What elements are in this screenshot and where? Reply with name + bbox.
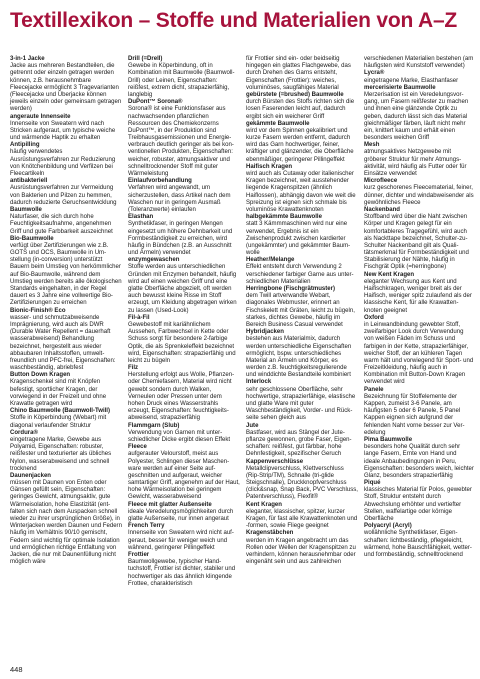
glossary-entry — [10, 207, 122, 236]
glossary-definition: wollähnliche Synthetikfaser, Eigenschaften: lichtbeständig, pflegeleicht, wärmend, hohe Bauschfähigkeit, wetter- und formbeständig, schnelltrocknend — [364, 530, 472, 558]
glossary-entry — [128, 423, 240, 445]
glossary-definition: Verwendung von Garnen mit unterschiedlicher Dicke ergibt diesen Effekt — [128, 429, 231, 443]
glossary-definition: Verfahren wird angewandt, um sicherzustellen, dass Artikel nach dem Waschen nur in geringem Ausmaß (Toleranzwerte) einlaufen — [128, 185, 231, 213]
glossary-term: Fleece mit glatter Außenseite — [128, 501, 212, 508]
glossary-term: mercerisierte Baumwolle — [364, 84, 436, 91]
glossary-term: Elasthan — [128, 214, 154, 221]
glossary-term: Interlock — [246, 379, 272, 386]
glossary-entry — [364, 70, 474, 84]
glossary-entry — [128, 214, 240, 257]
glossary-term: gekämmte Baumwolle — [246, 120, 310, 127]
glossary-entry — [10, 430, 122, 473]
glossary-entry — [10, 114, 122, 143]
glossary-definition: Gewebestoff mit kariähnlichem Aussehen, Farbwechsel in Kette oder Schuss sorgt für besondere 2-farbige Optik, die als Sprenkeleffekt bezeichnet wird, Eigenschaften: strapazierfähig und leicht zu bügeln — [128, 321, 236, 364]
glossary-entry — [128, 178, 240, 214]
glossary-definition: Bastfaser, wird aus Stängel der Jutepflanze gewonnen, grobe Faser, Eigenschaften: reißfest, gut färbbar, hohe Dehnfestigkeit, spezifischer Geruch — [246, 429, 352, 458]
glossary-term: Nackenband — [364, 206, 400, 213]
glossary-definition: eingetragene Marke, Elasthanfaser — [364, 77, 459, 84]
glossary-entry — [246, 329, 358, 379]
glossary-term: French Terry — [128, 523, 165, 530]
glossary-term: Daunenjacken — [10, 472, 51, 479]
glossary-entry — [364, 207, 474, 272]
glossary-term: gebürstete (=brushed) Baumwolle — [246, 91, 344, 98]
glossary-term: New Kent Kragen — [364, 271, 415, 278]
glossary-term: Drill (=Drell) — [128, 56, 163, 62]
glossary-term: DuPont™ Sorona® — [128, 99, 183, 106]
glossary-entry — [128, 365, 240, 423]
glossary-entry — [364, 480, 474, 523]
glossary-definition: für Frottier sind ein- oder beidseitig hingegen ein glattes Flachgewebe, das durch Drehen des Garns entsteht, Eigenschaften (Frottier): weiches, voluminöses, saugfähiges Material — [246, 56, 351, 91]
glossary-entry — [10, 142, 122, 178]
glossary-definition: Jacke aus mehreren Bestandteilen, die getrennt oder einzeln getragen werden können, z.B. herausnehmbare Fleecejacke ermöglicht 3 Tragevarianten (Fleecejacke und Überjacke können jeweils einzeln oder gemeinsam getragen werden) — [10, 63, 122, 113]
glossary-definition: aufgerauter Velourstoff, meist aus Polyester, Schlingen dieser Maschenware werden auf einer Seite aufgeschnitten und aufgeraut, weicher samtartiger Griff, angenehm auf der Haut, hohe Wärmeisolation bei geringem Gewicht, wasserabweisend — [128, 451, 240, 501]
glossary-entry — [10, 308, 122, 373]
column-3 — [246, 56, 358, 566]
glossary-entry — [364, 523, 474, 559]
glossary-entry — [246, 502, 358, 531]
glossary-entry — [128, 552, 240, 588]
glossary-entry — [246, 56, 358, 92]
glossary-entry — [10, 408, 122, 430]
glossary-term: Pima Baumwolle — [364, 436, 413, 443]
glossary-entry — [364, 178, 474, 207]
glossary-definition: ideale Veredelungsmöglichkeiten durch glatte Außenseite, nur innen angeraut — [128, 508, 234, 522]
glossary-term: antibakteriell — [10, 178, 48, 185]
glossary-entry — [246, 530, 358, 566]
column-2 — [128, 56, 240, 588]
glossary-term: Piqué — [364, 480, 381, 487]
glossary-entry — [364, 387, 474, 437]
glossary-entry — [246, 257, 358, 286]
glossary-definition: Herstellung erfolgt aus Wolle, Pflanzen- oder Chemiefasern, Material wird nicht gewebt sondern durch Walken, Verneulen oder Pressen unter dem hohen Druck eines Wasserstrahls erzeugt, Eigenschaften: feuchtigkeitsabweisend, strapazierfähig — [128, 372, 235, 422]
glossary-entry — [246, 214, 358, 257]
glossary-term: Cordura® — [10, 429, 38, 436]
page-title: Textillexikon – Stoffe und Materialien von A–Z — [10, 9, 458, 32]
glossary-definition: Effekt entsteht durch Verwendung 2 verschiedener farbiger Garne aus unterschiedlichen Materialien — [246, 264, 354, 285]
glossary-entry — [128, 523, 240, 552]
glossary-entry — [246, 121, 358, 164]
glossary-definition: Gewebe in Köperbindung, oft in Kombination mit Baumwolle (Baumwoll-Drill) oder Leinen, Eigenschaften: reißfest, extrem dicht, strapazierfähig, langlebig — [128, 63, 235, 98]
glossary-term: Chino Baumwolle (Baumwoll-Twill) — [10, 408, 110, 415]
page-number: 448 — [10, 665, 23, 674]
glossary-definition: statt 3 Kämmmaschinen wird nur eine verwendet, Ergebnis ist ein Zwischenprodukt zwischen kardierter (ungekämmter) und gekämmter Baumwolle — [246, 221, 351, 257]
glossary-definition: Sorona® ist eine Funktionsfaser aus nachwachsenden pflanzlichen Ressourcen des Chemiekonzerns DuPont™, in der Produktion sind Treibhausgasemissionen und Energieverbrauch deutlich geringer als bei konventionellen Produkten, Eigenschaften: weicher, robuster, atmungsaktiver und schnelltrocknender Stoff mit guter Wärmeleistung — [128, 106, 234, 177]
glossary-term: halbgekämmte Baumwolle — [246, 214, 322, 221]
glossary-entry — [128, 56, 240, 99]
glossary-definition: dem Twill artverwandte Webart, diagonales Webmuster, erinnert an Fischskelett mit Gräten, leicht zu bügeln, starkes, dichtes Gewebe, häufig im Bereich Business Casual verwendet — [246, 293, 355, 328]
glossary-definition: eleganter Wechsung aus Kent und Haifischkragen, weniger breit als der Haifisch, weniger spitz zulaufend als der klassische Kent, für alle Krawattenknoten geeignet — [364, 278, 472, 314]
glossary-entry — [246, 459, 358, 502]
glossary-term: Kappenverschlüsse — [246, 458, 304, 465]
glossary-definition: wasser- und schmutzabweisende Imprägnierung, wird auch als DWR (Durable Water Repellent = dauerhaft wasserabweisend) Behandlung bezeichnet, hergestellt aus wieder abbaubaren Inhaltsstoffen, umweltfreundlich und PFC-frei, Eigenschaften: waschbeständig, abriebfest — [10, 314, 116, 372]
glossary-term: Hybridjacken — [246, 329, 284, 336]
glossary-entry — [364, 272, 474, 315]
glossary-definition: in Leinwandbindung gewebter Stoff, zweifarbiger Look durch Verwendung von weißen Fäden im Schuss und farbigen in der Kette, strapazierfähiger, weicher Stoff, der an kühleren Tagen warm hält und vorwiegend für Sport- und Freizeitkleidung, häufig auch in Kombination mit Button-Down Kragen verwendet wird — [364, 321, 474, 386]
glossary-term: Filz — [128, 365, 139, 372]
glossary-term: Einlaufvorbehandlung — [128, 178, 192, 185]
column-1 — [10, 56, 122, 566]
glossary-entry — [364, 142, 474, 178]
glossary-entry — [128, 99, 240, 178]
glossary-term: Frottier — [128, 551, 150, 558]
glossary-entry — [364, 315, 474, 387]
glossary-term: Bio-Baumwolle — [10, 235, 54, 242]
glossary-definition: Merzerisation ist ein Veredelungsvorgang, um Fasern reißfester zu machen und ihnen eine glänzende Optik zu geben, dadurch lässt sich das Material gleichmäßiger färben, läuft nicht mehr ein, knittert kaum und erhält einen besonders weichen Griff — [364, 91, 469, 142]
glossary-definition: eingetragene Marke, Gewebe aus Polyamid, Eigenschaften: robuster, reißfester und texturierter als übliches Nylon, wasserabweisend und schnell trocknend — [10, 436, 112, 472]
glossary-definition: durch Bürsten des Stoffs richten sich die losen Faserenden leicht auf, dadurch ergibt sich ein weicherer Griff — [246, 99, 355, 120]
glossary-entry — [10, 178, 122, 207]
glossary-entry — [246, 286, 358, 329]
glossary-term: Jute — [246, 422, 259, 429]
glossary-definition: Stoffe in Köperbindung (Webart) mit diagonal verlaufender Struktur — [10, 415, 107, 429]
glossary-entry — [128, 444, 240, 502]
glossary-definition: Synthetikfaser, in geringen Mengen eingesetzt um höhere Dehnbarkeit und Formbeständigkeit zu erreichen, wird häufig in Bündchen (z.B. an Ausschnitt und Ärmeln) verwendet — [128, 221, 233, 257]
glossary-entry — [10, 56, 122, 114]
glossary-definition: sehr geschlossene Oberfläche, sehr hochwertige, strapazierfähige, elastische und glatte Ware mit guter Waschbeständigkeit, Vorder- und Rückseite sehen gleich aus — [246, 386, 356, 422]
glossary-term: Flammgarn (Slub) — [128, 422, 180, 429]
glossary-term: Fleece — [128, 444, 147, 451]
glossary-definition: besonders hohe Qualität durch sehr lange Fasern, Ernte von Hand und ideale Anbaubedingungen in Peru, Eigenschaften: besonders weich, leichter Glanz, besonders strapazierfähig — [364, 444, 474, 479]
glossary-term: Antipilling — [10, 142, 40, 149]
glossary-definition: häufig verwendetes Ausrüstungsverfahren zur Reduzierung von Knötchenbildung und Verfilzen bei Fleecartikeln — [10, 149, 116, 177]
glossary-entry — [128, 257, 240, 315]
glossary-term: Herringbone (Fischgrätmuster) — [246, 286, 336, 292]
glossary-term: Oxford — [364, 314, 384, 321]
glossary-entry — [128, 502, 240, 524]
glossary-definition: müssen mit Daunen von Enten oder Gänsen gefüllt sein, Eigenschaften: geringes Gewicht, atmungsaktiv, gute Wärmeisolation, hohe Elastizität (entfalten sich nach dem Auspacken schnell wieder zu ihrer ursprünglichen Größe), in Winterjacken werden Daunen und Federn häufig im Verhältnis 90/10 gemischt, Federn sind wichtig für optimale Isolation und ermöglichen richtige Entfaltung von Jacken, die nur mit Daunenfüllung nicht möglich wäre — [10, 480, 122, 566]
glossary-definition: kurz geschorenes Fleecematerial, feiner, dünner, dichter und windabweisender als gewöhnliches Fleece — [364, 185, 474, 206]
glossary-term: angeraute Innenseite — [10, 113, 71, 120]
glossary-term: Kent Kragen — [246, 501, 282, 508]
glossary-definition: verfügt über Zertifizierungen wie z.B. GOTS und OCS, Baumwolle in Umstellung (in-conversion) unterstützt Bauern beim Umstieg von herkömmlicher auf Bio-Baumwolle, während dem Umstieg werden bereits alle ökologischen Standards eingehalten, in der Regel dauert es 3 Jahre eine vollwertige Bio-Zertifizierungen zu erreichen — [10, 242, 122, 307]
glossary-entry — [364, 437, 474, 480]
glossary-term: Lycra® — [364, 70, 385, 77]
glossary-definition: Stoffband wird über die Naht zwischen Körper und Kragen gelegt für ein komfortableres Tragegefühl, wird auch als Nackttape bezeichnet, Schulter-zu-Schulter Nackenband gilt als Qualitätsmerkmal für Formbeständigkeit und Stabilisierung der Nähte, häufig in Fischgrät Optik (=herringbone) — [364, 214, 469, 271]
glossary-entry — [246, 423, 358, 459]
glossary-definition: verschiedenen Materialien bestehen (am häufigsten wird Kunststoff verwendet) — [364, 56, 474, 70]
glossary-term: Heather/Melange — [246, 257, 295, 264]
glossary-definition: Innenseite von Sweatern wird nach Stricken aufgeraut, um typische weiche und wärmende Haptik zu erhalten — [10, 120, 116, 142]
glossary-entry — [10, 236, 122, 308]
glossary-definition: eleganter, klassischer, spitzer, kurzer Kragen, für fast alle Krawattenknoten und -formen, sowie Fliege geeignet — [246, 508, 358, 530]
glossary-term: Button Down Kragen — [10, 372, 71, 379]
glossary-definition: wird vor dem Spinnen gekalibriert und kurze Fasern werden entfernt, dadurch wird das Garn hochwertiger, feiner, kräftiger und glänzender, die Oberfläche ebenmäßiger, geringerer Pillingeffekt — [246, 127, 354, 163]
glossary-entry — [128, 315, 240, 365]
glossary-entry — [364, 56, 474, 70]
glossary-entry — [10, 473, 122, 566]
glossary-entry — [10, 372, 122, 408]
glossary-definition: Naturfaser, die sich durch hohe Feuchtigkeitsaufnahme, angenehmen Griff und gute Farbbarkeit auszeichnet — [10, 214, 113, 235]
glossary-entry — [246, 379, 358, 422]
glossary-entry — [246, 164, 358, 214]
glossary-term: 3-in-1 Jacke — [10, 56, 45, 62]
glossary-definition: klassisches Material für Polos, gewebter Stoff, Struktur entsteht durch Abwechslung erhöhter und vertiefter Stellen, waffelartige oder körnige Oberfläche — [364, 487, 472, 522]
glossary-term: Panele — [364, 386, 384, 393]
glossary-definition: Kragenschenkel sind mit Knöpfen befestigt, sportlicher Kragen, der vorwiegend in der Freizeit und ohne Krawatte getragen wird — [10, 379, 107, 407]
glossary-definition: atmungsaktives Netzgewebe mit gröberer Struktur für mehr Atmungsaktivität, wird häufig als Futter oder für Einsätze verwendet — [364, 149, 467, 177]
glossary-definition: Baumwollgewebe, typischer Handtuchstoff, Frottier ist dichter, stabiler und hochwertiger als das ähnlich klingende Frottee, charakteristisch — [128, 559, 236, 587]
glossary-term: enzymgewaschen — [128, 257, 180, 264]
glossary-entry — [246, 92, 358, 121]
glossary-definition: Stoffe werden aus unterschiedlichen Gründen mit Enzymen behandelt, häufig wird auf einen weichen Griff und eine glatte Oberfläche abgezielt, oft werden auch bewusst kleine Risse im Stoff erzeugt, um Kleidung abgetragen wirken zu lassen (Used-Look) — [128, 264, 237, 314]
glossary-definition: Metallclipverschluss, Klettverschluss (Rip-Strip/TM), Schnalle (tri-glide Steigschnalle), Druckknopfverschluss (click&snap, Snap Back, PVC Verschluss, Patentverschluss), Flexfit® — [246, 465, 358, 501]
glossary-term: Microfleece — [364, 178, 398, 185]
glossary-term: Fil-à-Fil — [128, 314, 150, 321]
glossary-term: Polyacryl (Acryl) — [364, 523, 412, 530]
glossary-term: Haifisch Kragen — [246, 163, 293, 170]
glossary-term: Kragenstäbchen — [246, 530, 294, 537]
glossary-definition: bestehen aus Materialmix, dadurch werden unterschiedliche Eigenschaften ermöglicht, bspw. unterschiedliches Material an Ärmeln und Körper, es werden z.B. feuchtigkeitsregulierende und winddichte Bestandteile kombiniert — [246, 336, 352, 379]
glossary-definition: Bezeichnung für Stoffelemente der Kappen, zumeist 3-6 Panele, am häufigsten 5 oder 6 Panele, 5 Panel Kappen eignen sich aufgrund der fehlenden Naht vorne besser zur Veredelung — [364, 393, 465, 436]
glossary-entry — [364, 85, 474, 143]
glossary-definition: werden im Kragen angebracht um das Rollen oder Wellen der Kragenspitzen zu verhindern, können herausnehmbar oder eingenäht sein und aus zahlreichen — [246, 537, 356, 566]
glossary-term: Baumwolle — [10, 206, 42, 213]
glossary-term: Bionic-Finish® Eco — [10, 307, 66, 314]
glossary-definition: wird auch als Cutaway oder italienischer Kragen bezeichnet, weit ausstehender liegende Kragenspitzen (ähnlich Haiflossen), abhängig davon wie weit die Spreizung ist eignen sich schmale bis voluminöse Krawattenknoten — [246, 171, 356, 213]
column-4 — [364, 56, 474, 559]
glossary-definition: Innenseite von Sweatern wird nicht aufgeraut, besser für weniger weich und während, geringerer Pillingeffekt — [128, 530, 234, 551]
glossary-term: Mesh — [364, 142, 380, 149]
glossary-definition: Ausrüstungsverfahren zur Vermeidung von Bakterien und Pilzen zu hemmen, dadurch reduzierte Geruchsentwicklung — [10, 185, 117, 206]
